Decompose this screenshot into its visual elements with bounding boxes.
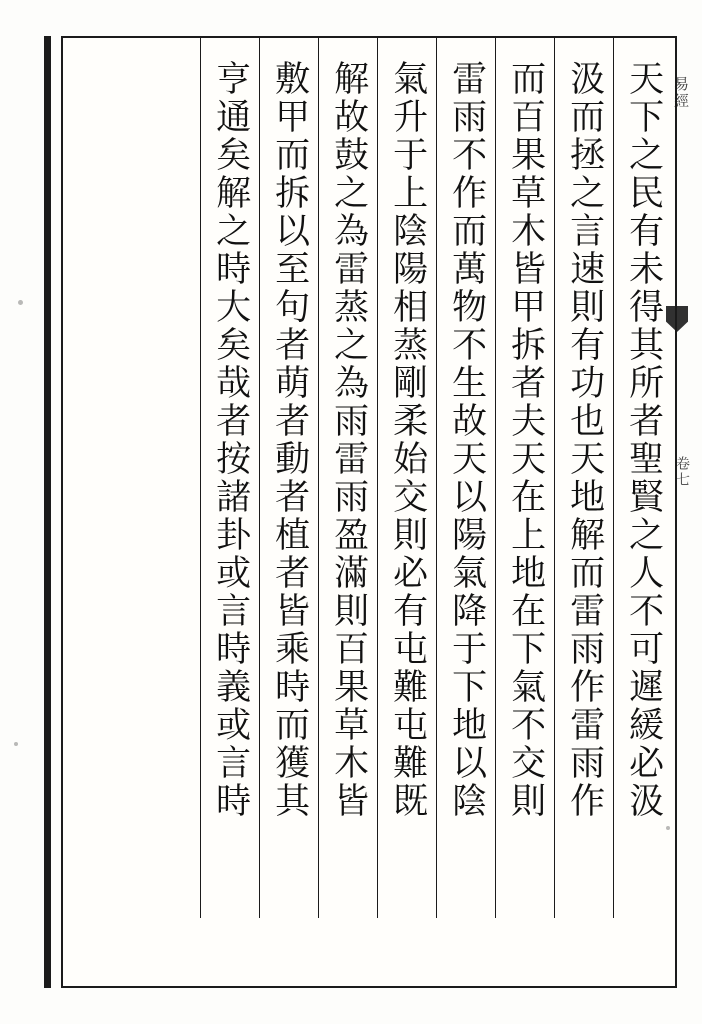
column-text: 敷甲而拆以至句者萌者動者植者皆乘時而獲其 (269, 60, 310, 820)
text-column (200, 38, 259, 918)
banxin-center-strip (658, 36, 694, 988)
text-column (495, 38, 554, 918)
column-text: 天下之民有未得其所者聖賢之人不可遲緩必汲 (623, 60, 664, 820)
column-text: 亨通矣解之時大矣哉者按諸卦或言時義或言時 (210, 60, 251, 820)
fishtail-icon (666, 306, 688, 332)
column-text: 汲而拯之言速則有功也天地解而雷雨作雷雨作 (564, 60, 605, 820)
text-column-container (56, 38, 672, 990)
banxin-title-mark: 易經 (672, 76, 690, 110)
paper-speck (18, 300, 23, 305)
column-text: 而百果草木皆甲拆者夫天在上地在下氣不交則 (505, 60, 546, 820)
volume-marker: 卷七 (674, 456, 690, 488)
text-column (377, 38, 436, 918)
text-column (436, 38, 495, 918)
column-text: 氣升于上陰陽相蒸剛柔始交則必有屯難屯難既 (387, 60, 428, 820)
column-text: 解故鼓之為雷蒸之為雨雷雨盈滿則百果草木皆 (328, 60, 369, 820)
paper-speck (666, 826, 670, 830)
column-text: 雷雨不作而萬物不生故天以陽氣降于下地以陰 (446, 60, 487, 820)
text-column (318, 38, 377, 918)
text-column (554, 38, 613, 918)
paper-speck (14, 742, 18, 746)
text-column (259, 38, 318, 918)
